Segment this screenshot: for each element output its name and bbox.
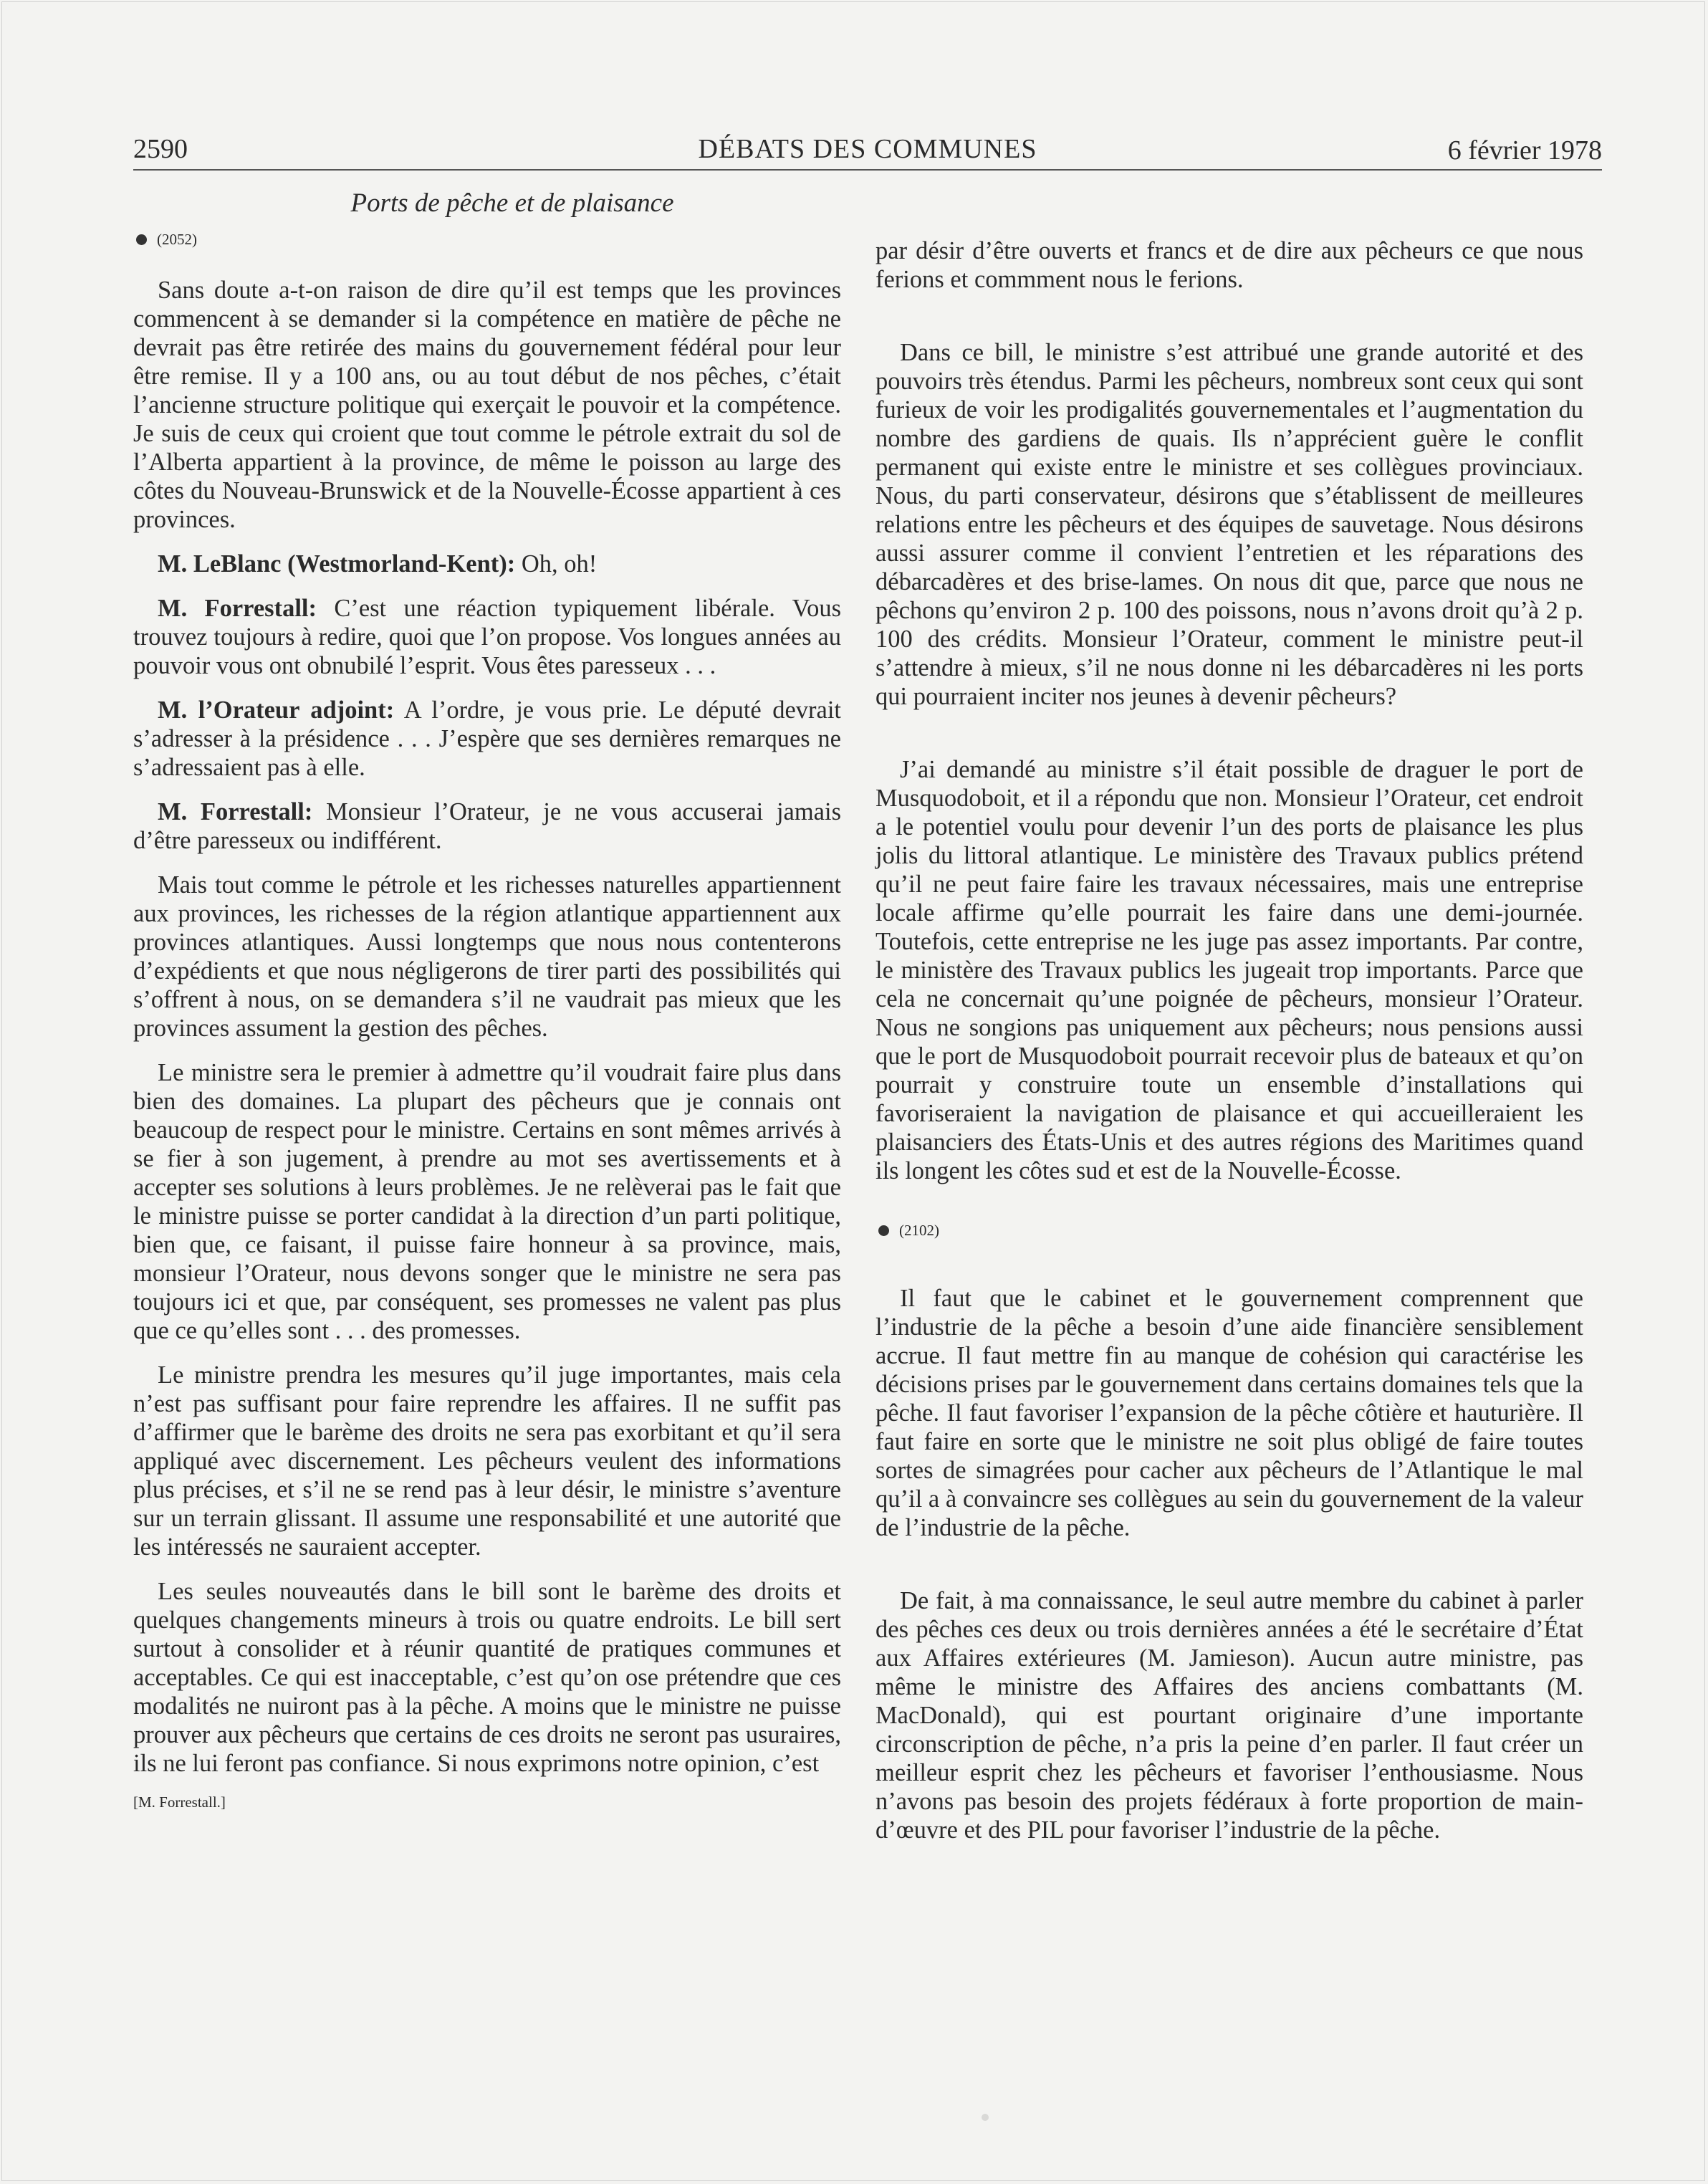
paragraph: Les seules nouveautés dans le bill sont le barème des droits et quelques changements mineurs à trois ou quatre endroits. Le bill sert surtout à consolider et à réunir quantité de pratiques communes et acceptables. Ce qui est inacceptable, c’est qu’on ose prétendre que ces modalités ne nuiront pas à la pêche. A moins que le ministre ne puisse prouver aux pêcheurs que certains de ces droits ne seront pas usuraires, ils ne lui feront pas confiance. Si nous exprimons notre opinion, c’est	[133, 1578, 841, 1777]
speech-text: Oh, oh!	[515, 550, 598, 578]
paragraph: J’ai demandé au ministre s’il était possible de draguer le port de Musquodoboit, et il a répondu que non. Monsieur l’Orateur, cet endroit a le potentiel voulu pour devenir l’un des ports de plaisance les plus jolis du littoral atlantique. Le ministère des Travaux publics prétend qu’il ne peut faire faire les travaux nécessaires, mais une entreprise locale affirme qu’elle pourrait les faire dans une demi-journée. Toutefois, cette entreprise ne les juge pas assez importants. Par contre, le ministère des Travaux publics les jugeait trop importants. Parce que cela ne concernait qu’une poignée de pêcheurs, monsieur l’Orateur. Nous ne songions pas uniquement aux pêcheurs; nous pensions aussi que le port de Musquodoboit pourrait recevoir plus de bateaux et qu’on pourrait y construire toute un ensemble d’installations qui favoriseraient la navigation de plaisance et qui accueilleraient les plaisanciers des États-Unis et des autres régions des Maritimes quand ils longent les côtes sud et est de la Nouvelle-Écosse.	[875, 756, 1583, 1184]
paragraph	[133, 798, 841, 855]
paragraph: Dans ce bill, le ministre s’est attribué une grande autorité et des pouvoirs très étendus. Parmi les pêcheurs, nombreux sont ceux qui sont furieux de voir les prodigalités gouvernementales et l’augmentation du nombre des gardiens de quais. Ils n’apprécient guère le conflit permanent qui existe entre le ministre et ses collègues provinciaux. Nous, du parti conservateur, désirons que s’établissent de meilleures relations entre les pêcheurs et des équipes de sauvetage. Nous désirons aussi assurer comme il convient l’entretien et les réparations des débarcadères et des brise-lames. On nous dit que, parce que nous ne pêchons qu’environ 2 p. 100 des poissons, nous n’avons droit qu’à 2 p. 100 des crédits. Monsieur l’Orateur, comment le ministre peut-il s’attendre à mieux, s’il ne nous donne ni les débarcadères ni les ports qui pourraient inciter nos jeunes à devenir pêcheurs?	[875, 339, 1583, 710]
paragraph: par désir d’être ouverts et francs et de dire aux pêcheurs ce que nous ferions et commment nous le ferions.	[875, 237, 1583, 293]
paper-spot	[982, 2114, 989, 2121]
publication-date: 6 février 1978	[1447, 135, 1602, 166]
paragraph	[133, 594, 841, 680]
paragraph	[133, 696, 841, 782]
page-header	[133, 133, 1602, 169]
paragraph	[133, 550, 841, 578]
publication-title: DÉBATS DES COMMUNES	[698, 134, 1037, 164]
section-title: Ports de pêche et de plaisance	[350, 188, 674, 218]
paragraph: Sans doute a-t-on raison de dire qu’il est temps que les provinces commencent à se demander si la compétence en matière de pêche ne devrait pas être retirée des mains du gouvernement fédéral pour leur être remise. Il y a 100 ans, ou au tout début de nos pêches, c’était l’ancienne structure politique qui exerçait le pouvoir et la compétence. Je suis de ceux qui croient que tout comme le pétrole extrait du sol de l’Alberta appartient à la province, de même le poisson au large des côtes du Nouveau-Brunswick et de la Nouvelle-Écosse appartient à ces provinces.	[133, 277, 841, 533]
bullet-icon	[136, 234, 147, 245]
paragraph: De fait, à ma connaissance, le seul autre membre du cabinet à parler des pêches ces deux ou trois dernières années a été le secrétaire d’État aux Affaires extérieures (M. Jamieson). Aucun autre ministre, pas même le ministre des Affaires des anciens combattants (M. MacDonald), qui est pourtant originaire d’une importante circonscription de pêche, n’a pris la peine d’en parler. Il faut créer un meilleur esprit chez les pêcheurs et favoriser l’enthousiasme. Nous n’avons pas besoin des projets fédéraux à forte proportion de main-d’œuvre et des PIL pour favoriser l’industrie de la pêche.	[875, 1587, 1583, 1844]
speech-text: Monsieur l’Orateur, je ne vous accuserai jamais d’être paresseux ou indifférent.	[133, 798, 842, 854]
speaker-name: M. LeBlanc (Westmorland-Kent):	[158, 550, 516, 578]
time-marker	[133, 229, 841, 250]
speech-text: A l’ordre, je vous prie. Le député devrait s’adresser à la présidence . . . J’espère que ses dernières remarques ne s’adressaient pas à elle.	[133, 696, 841, 781]
speaker-name: M. l’Orateur adjoint:	[158, 696, 395, 724]
paragraph: Mais tout comme le pétrole et les richesses naturelles appartiennent aux provinces, les richesses de la région atlantique appartiennent aux provinces atlantiques. Aussi longtemps que nous nous contenterons d’expédients et que nous négligerons de tirer parti des possibilités qui s’offrent à nous, on se demandera s’il ne vaudrait pas mieux que les provinces assument la gestion des pêches.	[133, 871, 841, 1042]
header-rule	[133, 169, 1602, 171]
time-marker	[875, 1220, 1583, 1241]
time-marker-label: (2102)	[899, 1222, 939, 1239]
speaker-name: M. Forrestall:	[158, 798, 313, 825]
time-marker-label: (2052)	[157, 231, 197, 248]
left-column	[133, 188, 841, 1811]
speech-text: C’est une réaction typiquement libérale. Vous trouvez toujours à redire, quoi que l’on propose. Vos longues années au pouvoir vous ont obnubilé l’esprit. Vous êtes paresseux . . .	[133, 595, 841, 679]
page-number: 2590	[133, 134, 188, 164]
right-column	[875, 236, 1583, 1860]
speaker-reference: [M. Forrestall.]	[133, 1793, 226, 1811]
paragraph: Le ministre prendra les mesures qu’il juge importantes, mais cela n’est pas suffisant pour faire reprendre les affaires. Il ne suffit pas d’affirmer que le barème des droits ne sera pas exorbitant et qu’il sera appliqué avec discernement. Les pêcheurs veulent des informations plus précises, et s’il ne se rend pas à leur désir, le ministre s’aventure sur un terrain glissant. Il assume une responsabilité et une autorité que les intéressés ne sauraient accepter.	[133, 1361, 841, 1561]
bullet-icon	[878, 1225, 889, 1236]
speaker-name: M. Forrestall:	[158, 595, 317, 622]
paragraph: Il faut que le cabinet et le gouvernement comprennent que l’industrie de la pêche a besoin d’une aide financière sensiblement accrue. Il faut mettre fin au manque de cohésion qui caractérise les décisions prises par le gouvernement dans certains domaines tels que la pêche. Il faut favoriser l’expansion de la pêche côtière et hauturière. Il faut faire en sorte que le ministre ne soit plus obligé de faire toutes sortes de simagrées pour cacher aux pêcheurs de l’Atlantique le mal qu’il a à convaincre ses collègues au sein du gouvernement de la valeur de l’industrie de la pêche.	[875, 1285, 1583, 1541]
paragraph: Le ministre sera le premier à admettre qu’il voudrait faire plus dans bien des domaines. La plupart des pêcheurs que je connais ont beaucoup de respect pour le ministre. Certains en sont mêmes arrivés à se fier à son jugement, à prendre au mot ses avertissements et à accepter ses solutions à leurs problèmes. Je ne relèverai pas le fait que le ministre puisse se porter candidat à la direction d’un parti politique, bien que, ce faisant, il puisse faire honneur à sa province, mais, monsieur l’Orateur, nous devons songer que le ministre ne sera pas toujours ici et que, par conséquent, ses promesses ne valent pas plus que ce qu’elles sont . . . des promesses.	[133, 1059, 841, 1344]
